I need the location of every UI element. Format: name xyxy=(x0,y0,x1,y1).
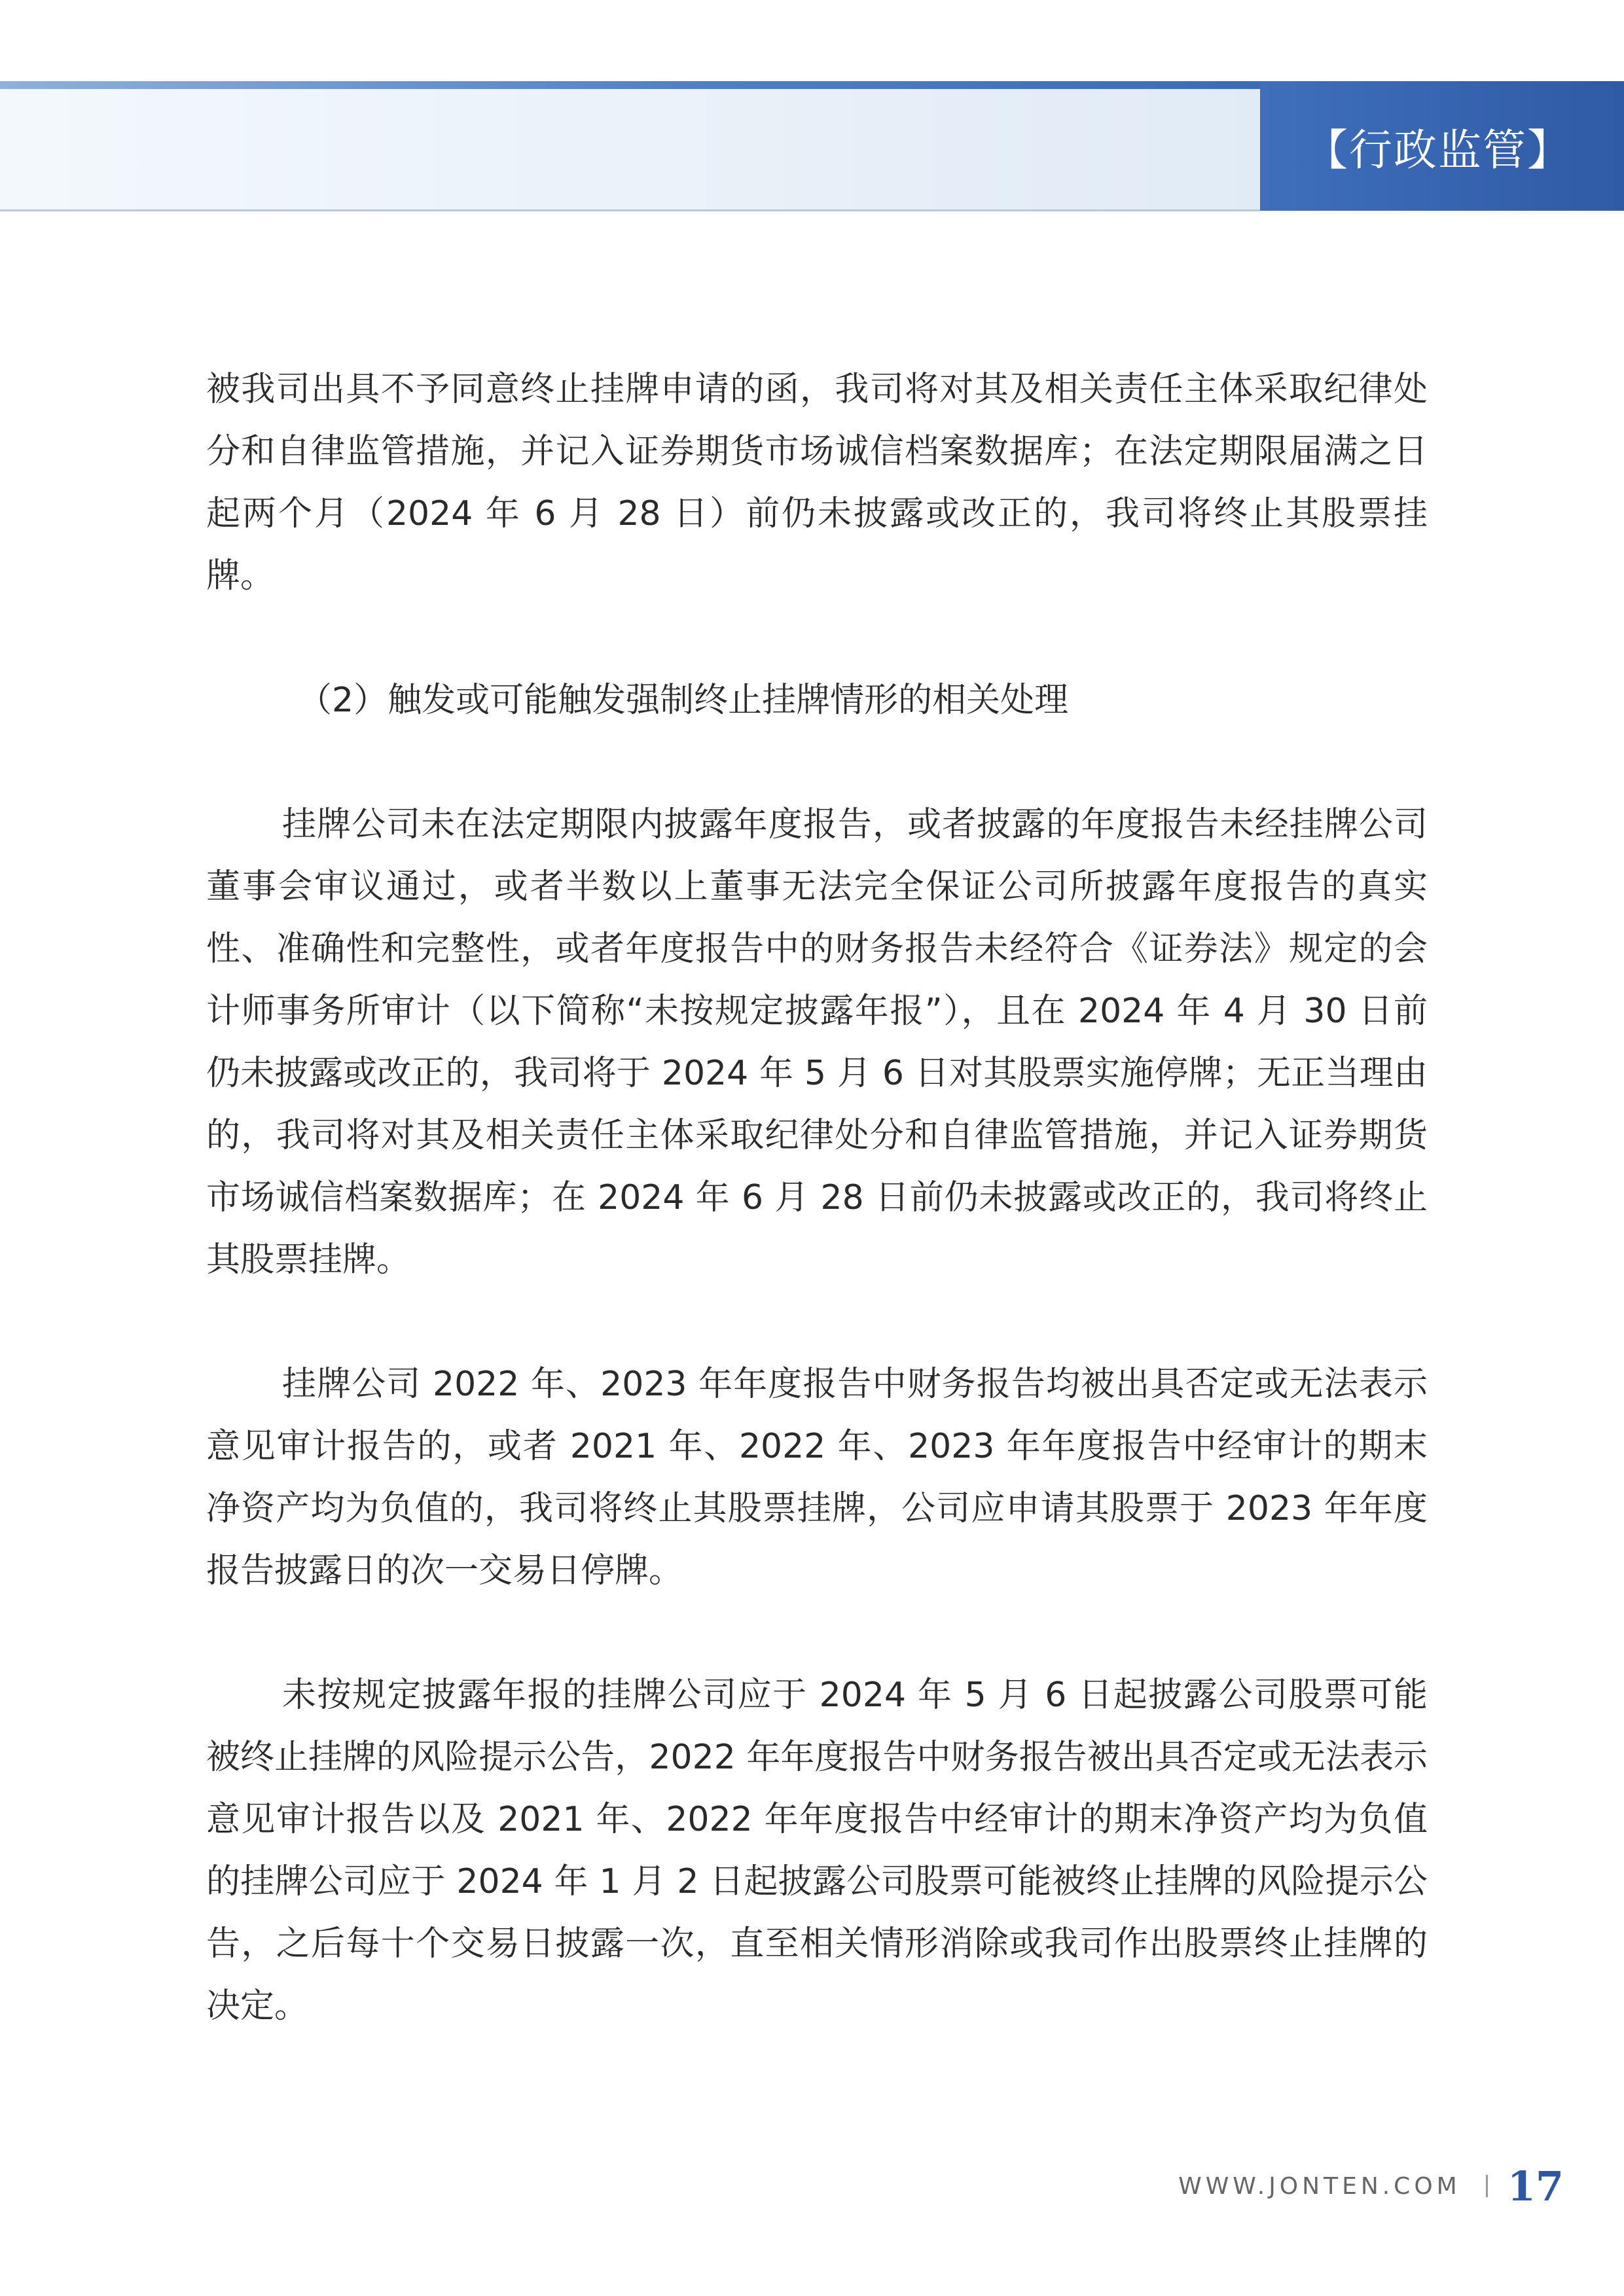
footer-website: WWW.JONTEN.COM xyxy=(1178,2172,1461,2200)
footer-divider xyxy=(1486,2175,1488,2197)
page-body xyxy=(206,359,1428,2037)
section-tab xyxy=(1260,81,1624,211)
header-divider xyxy=(0,209,1260,211)
header-band xyxy=(0,89,1260,211)
page-footer xyxy=(1178,2160,1564,2212)
section-label: 【行政监管】 xyxy=(1305,124,1572,175)
paragraph: 挂牌公司未在法定期限内披露年度报告，或者披露的年度报告未经挂牌公司董事会审议通过，或者半数以上董事无法完全保证公司所披露年度报告的真实性、准确性和完整性，或者年度报告中的财务报告未经符合《证券法》规定的会计师事务所审计（以下简称“未按规定披露年报”），且在 2024 年 4 月 30 日前仍未披露或改正的，我司将于 2024 年 5 月 6 日对其股票实施停牌；无正当理由的，我司将对其及相关责任主体采取纪律处分和自律监管措施，并记入证券期货市场诚信档案数据库；在 2024 年 6 月 28 日前仍未披露或改正的，我司将终止其股票挂牌。 xyxy=(206,805,1428,1280)
paragraph-continuation: 被我司出具不予同意终止挂牌申请的函，我司将对其及相关责任主体采取纪律处分和自律监管措施，并记入证券期货市场诚信档案数据库；在法定期限届满之日起两个月（2024 年 6 月 28 日）前仍未披露或改正的，我司将终止其股票挂牌。 xyxy=(206,370,1428,596)
paragraph: 未按规定披露年报的挂牌公司应于 2024 年 5 月 6 日起披露公司股票可能被终止挂牌的风险提示公告，2022 年年度报告中财务报告被出具否定或无法表示意见审计报告以及 2021 年、2022 年年度报告中经审计的期末净资产均为负值的挂牌公司应于 2024 年 1 月 2 日起披露公司股票可能被终止挂牌的风险提示公告，之后每十个交易日披露一次，直至相关情形消除或我司作出股票终止挂牌的决定。 xyxy=(206,1676,1428,2026)
header-accent-line xyxy=(0,81,1260,89)
paragraph: 挂牌公司 2022 年、2023 年年度报告中财务报告均被出具否定或无法表示意见审计报告的，或者 2021 年、2022 年、2023 年年度报告中经审计的期末净资产均为负值的，我司将终止其股票挂牌，公司应申请其股票于 2023 年年度报告披露日的次一交易日停牌。 xyxy=(206,1365,1428,1590)
page-number: 17 xyxy=(1507,2162,1564,2210)
subsection-heading: （2）触发或可能触发强制终止挂牌情形的相关处理 xyxy=(298,681,1069,720)
